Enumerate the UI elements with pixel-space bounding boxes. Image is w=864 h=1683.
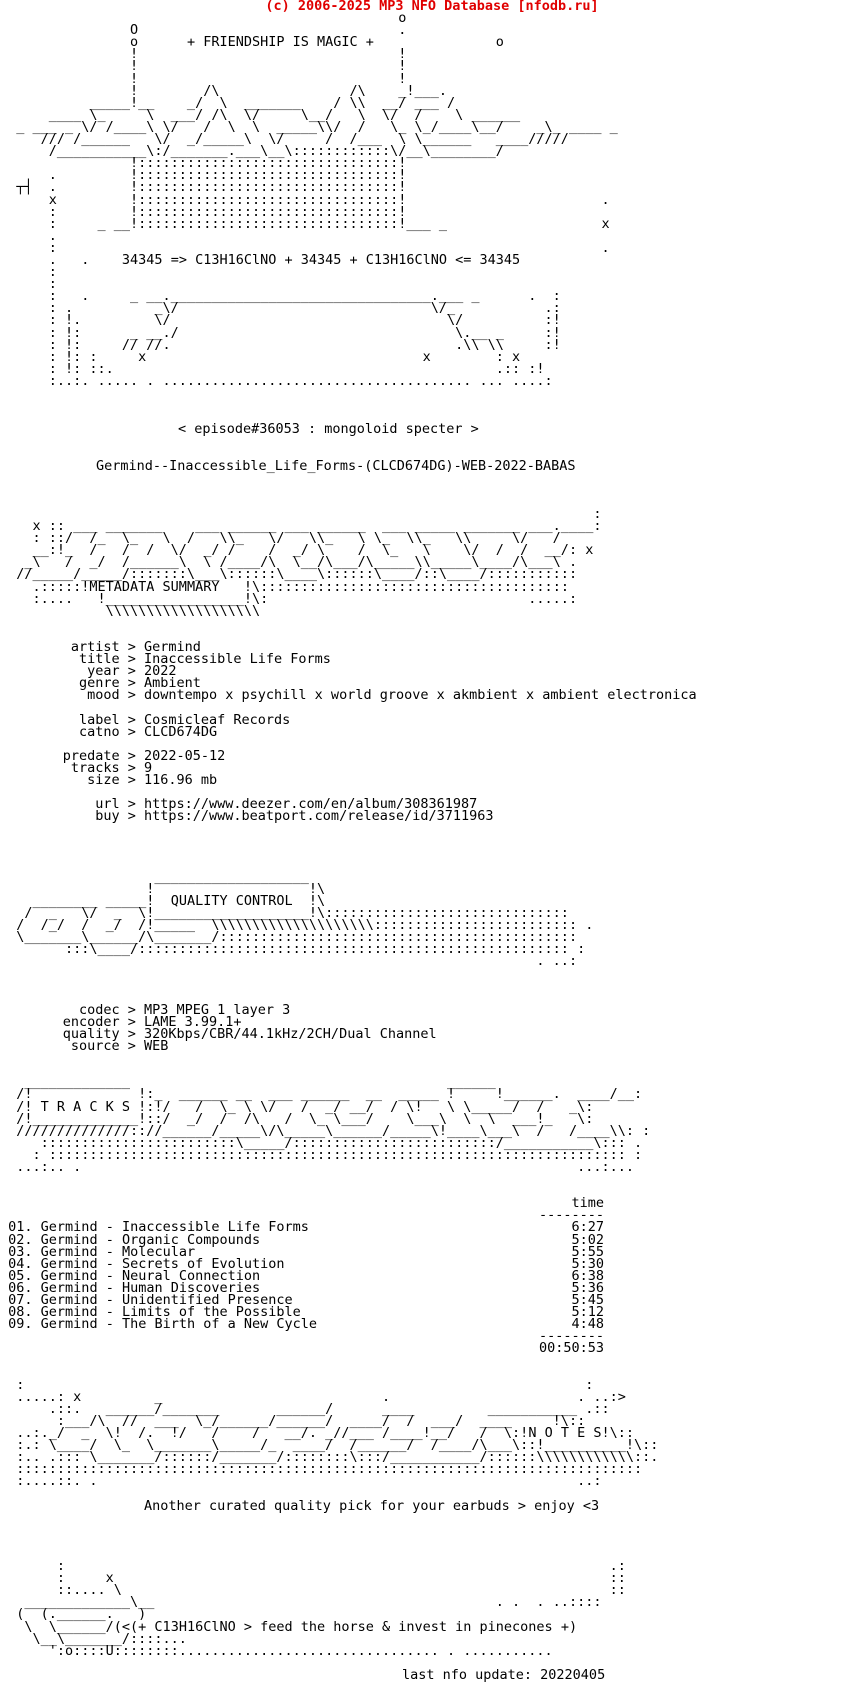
- release-name: Germind--Inaccessible_Life_Forms-(CLCD674DG)-WEB-2022-BABAS: [96, 457, 576, 474]
- ascii-art: :::::::::::::::::::::::::::::::::::::::::::::::::::::::::::::::::::::::::::::: [0, 1461, 643, 1478]
- ascii-art: : ::::::::::::::::::::::::::::::::::::::::::::::::::::::::::::::::::::::: :: [0, 1146, 643, 1163]
- meta-row-catno: [0, 723, 864, 740]
- ascii-art: : x ::: [0, 1570, 626, 1587]
- meta-key: label >: [78, 711, 144, 728]
- ascii-art: :....::. . ..:: [0, 1473, 602, 1490]
- ascii-art: ::::::::::::::::::::::::\_____/:::::::::::::::::::::::::/___________\::: .: [0, 1134, 643, 1151]
- ascii-art: : _ __!::::::::::::::::::::::::::::::::!___ _ x: [0, 215, 610, 232]
- ascii-art: o + FRIENDSHIP IS MAGIC + o: [0, 34, 504, 51]
- meta-key: mood >: [87, 687, 144, 704]
- meta-value-title: Inaccessible Life Forms: [144, 651, 331, 668]
- track-time: 4:48: [571, 1316, 604, 1333]
- ascii-art: //////////////:://______/_____\/\_____\______/_____\!____\___\ / /____\\: :: [0, 1122, 651, 1139]
- ascii-art: : !: _ __./ \.__ _ :!: [0, 324, 561, 341]
- track-title: Germind - Neural Connection: [40, 1267, 261, 1284]
- meta-value-artist: Germind: [144, 638, 201, 655]
- section-metadata-title: METADATA SUMMARY: [89, 578, 220, 595]
- meta-key: title >: [78, 651, 144, 668]
- track-row: [0, 1316, 864, 1333]
- meta-key: year >: [87, 663, 144, 680]
- track-time: 5:02: [571, 1231, 604, 1248]
- ascii-art: /!_____________!::/ _/ / /\ / \_ \___/ \___\ \ \ ___!_ \:: [0, 1110, 594, 1127]
- quality-key: source >: [70, 1038, 144, 1055]
- meta-row-buy: [0, 808, 864, 825]
- notes-text: Another curated quality pick for your earbuds > enjoy <3: [144, 1497, 600, 1514]
- meta-value-genre: Ambient: [144, 675, 201, 692]
- ascii-art: :___/\ // ___ \_/______/______/ ____/ / ___/ ____ !\::: [0, 1412, 586, 1429]
- total-time: 00:50:53: [538, 1340, 604, 1357]
- ascii-art: : ::/ /_ \_ \ / \\_ \/ \\_ \ \_ \\_ \\ \/ /: [0, 530, 561, 547]
- track-number: 08.: [8, 1304, 33, 1321]
- last-update: last nfo update: 20220405: [402, 1666, 606, 1683]
- quality-key: codec >: [78, 1001, 144, 1018]
- track-time: 5:36: [571, 1279, 604, 1296]
- buy-link[interactable]: https://www.beatport.com/release/id/3711963: [144, 808, 494, 825]
- section-quality-title: QUALITY CONTROL: [170, 892, 293, 909]
- meta-value-label: Cosmicleaf Records: [144, 711, 291, 728]
- track-title: Germind - Secrets of Evolution: [40, 1255, 285, 1272]
- episode-line: < episode#36053 : mongoloid specter >: [178, 421, 479, 438]
- section-tracks-title: T R A C K S: [40, 1098, 131, 1115]
- copyright-line: (c) 2006-2025 MP3 NFO Database [nfodb.ru]: [265, 0, 599, 14]
- ascii-art: : :: [0, 1376, 594, 1393]
- meta-key: predate >: [62, 747, 144, 764]
- ascii-art: ! !: [0, 58, 407, 75]
- track-number: 03.: [8, 1243, 33, 1260]
- ascii-art: /! !:_ ______ __ ___ ______ __ _____ ! !______. ____/__:: [0, 1086, 643, 1103]
- meta-key: catno >: [78, 723, 144, 740]
- meta-key: artist >: [70, 638, 144, 655]
- track-number: 09.: [8, 1316, 33, 1333]
- track-number: 02.: [8, 1231, 33, 1248]
- ascii-art: ! !\: [0, 880, 326, 897]
- meta-value-predate: 2022-05-12: [144, 747, 226, 764]
- meta-key: size >: [87, 772, 144, 788]
- meta-value-mood: downtempo x psychill x world groove x akmbient x ambient electronica: [144, 687, 697, 704]
- meta-value-catno: CLCD674DG: [144, 723, 218, 740]
- ascii-art: _\ / _/ /______\ \ /____/\ \__/\___/\_____\\_____\____/\___\ .: [0, 554, 578, 571]
- track-time: 5:45: [571, 1292, 604, 1309]
- section-notes-title: N O T E S: [528, 1425, 602, 1442]
- track-title: Germind - Inaccessible Life Forms: [40, 1219, 309, 1236]
- ascii-art: _____________\__ . . . ..::::: [0, 1594, 602, 1611]
- track-title: Germind - The Birth of a New Cycle: [40, 1316, 318, 1333]
- ascii-art: ..:._/ _ \! /. !/ / / __/. _//___ /____!__/ / \:!N O T E S!\::: [0, 1425, 634, 1442]
- ascii-art: . . 34345 => C13H16ClNO + 34345 + C13H16ClNO <= 34345: [0, 251, 521, 268]
- ascii-art: !::::::::::::::::::::::::::::::::!: [0, 155, 407, 172]
- ascii-art: :.: \____/ \_ \_______\_____/_ ____/ /______/ /____/\___\::!__________!\::: [0, 1437, 659, 1454]
- ascii-art: :.... !_________________!\: .....:: [0, 590, 578, 607]
- track-time: 5:30: [571, 1255, 604, 1272]
- ascii-art: ::.... \ ::: [0, 1582, 626, 1599]
- ascii-art: _ ___ _ \/ /____\ \/ / \ \ _____\\/ / \_ \_/____\__/ _\_ ____ _: [0, 118, 618, 135]
- ascii-art: .....: x _ . . ..:>: [0, 1388, 626, 1405]
- ascii-art: x !::::::::::::::::::::::::::::::::! .: [0, 191, 610, 208]
- ascii-art: \__\_______/::::...: [0, 1630, 187, 1647]
- ascii-art: :: [0, 505, 602, 522]
- ascii-art: ___________________: [0, 868, 309, 885]
- ascii-art: ________ _____! QUALITY CONTROL !\: [0, 892, 326, 909]
- ascii-art: ┬┤ . !::::::::::::::::::::::::::::::::!: [0, 179, 407, 196]
- ascii-art: ! !: [0, 46, 407, 63]
- ascii-art: .: [0, 227, 57, 244]
- ascii-art: : !: ::. .:: :!: [0, 360, 545, 377]
- ascii-art: .::. ______/_______ ______/ ____ ___________ .::: [0, 1400, 610, 1417]
- ascii-art: :.. .::: \_______/::::::/_______/::::::::\:::/___________/::::::\\\\\\\\\\\\::.: [0, 1449, 659, 1466]
- track-number: 06.: [8, 1279, 33, 1296]
- ascii-art: o: [0, 10, 407, 27]
- ascii-art: \\\\\\\\\\\\\\\\\\\: [0, 602, 261, 619]
- meta-key: genre >: [78, 675, 144, 692]
- ascii-art: ! /\ /\ _!___.: [0, 82, 448, 99]
- ascii-art: :..:. ..... . ...................................... ... ....:: [0, 372, 553, 389]
- meta-value-size: 116.96 mb: [144, 772, 218, 788]
- meta-row-size: [0, 774, 864, 786]
- ascii-art: _____________ ______: [0, 1074, 496, 1091]
- ascii-art: :: [0, 264, 57, 281]
- ascii-art: . !::::::::::::::::::::::::::::::::!: [0, 167, 407, 184]
- meta-value-tracks: 9: [144, 759, 153, 776]
- banner-formula: 34345 => C13H16ClNO + 34345 + C13H16ClNO <= 34345: [121, 251, 521, 268]
- ascii-art: / _ \/ _ \!___________________!\::::::::::::::::::::::::::::::: [0, 905, 569, 922]
- ascii-art: x :: ___ _______ ___ ______ ___ ______ ___ _____ _______ ___.____:: [0, 518, 602, 535]
- meta-key: url >: [95, 796, 144, 813]
- meta-key: buy >: [95, 808, 144, 825]
- ascii-art: \ \______/(<(+ C13H16ClNO > feed the horse & invest in pinecones +): [0, 1618, 578, 1635]
- ascii-art: / /_/ / _/ /!_____ \\\\\\\\\\\\\\\\\\\\::::::::::::::::::::::::: .: [0, 917, 594, 934]
- ascii-art: _____!__ _/ \ _______ / \\ __/ ___ /: [0, 94, 456, 111]
- ascii-art: /! T R A C K S !:!/ / \_ \ \/ / _/ __/ / \! \ \_____/ / _\:: [0, 1098, 594, 1115]
- track-title: Germind - Organic Compounds: [40, 1231, 261, 1248]
- tracklist-rule: --------: [538, 1328, 604, 1345]
- ascii-art: : .:: [0, 1558, 626, 1575]
- ascii-art: : .: [0, 239, 610, 256]
- meta-value-year: 2022: [144, 663, 177, 680]
- track-time: 5:55: [571, 1243, 604, 1260]
- tracklist-total: [0, 1340, 864, 1357]
- track-time: 6:27: [571, 1219, 604, 1236]
- track-number: 04.: [8, 1255, 33, 1272]
- ascii-art: ':o::::U::::::::................................ . ...........: [0, 1642, 553, 1659]
- url-link[interactable]: https://www.deezer.com/en/album/308361987: [144, 796, 478, 813]
- track-number: 01.: [8, 1219, 33, 1236]
- ascii-art: : !. \/ \/ :!: [0, 312, 561, 329]
- meta-key: tracks >: [70, 759, 144, 776]
- ascii-art: : !: // //. .\\ \\ :!: [0, 336, 561, 353]
- ascii-art: ( (.______. ): [0, 1606, 147, 1623]
- ascii-art: :: [0, 276, 57, 293]
- ascii-art: .:::::!METADATA SUMMARY !\::::::::::::::::::::::::::::::::::::::: [0, 578, 569, 595]
- time-header: time: [571, 1195, 604, 1212]
- track-number: 07.: [8, 1292, 33, 1309]
- track-title: Germind - Human Discoveries: [40, 1279, 261, 1296]
- ascii-art: /// /______ \/ _/_____\ \/ / /___ \ \______ ____/////: [0, 131, 569, 148]
- banner-tagline: + FRIENDSHIP IS MAGIC +: [186, 34, 374, 51]
- ascii-art: ...:.. . ...:...: [0, 1159, 634, 1175]
- ascii-art: ! !: [0, 70, 407, 87]
- track-time: 5:12: [571, 1304, 604, 1321]
- quality-value-source: WEB: [144, 1038, 169, 1055]
- ascii-art: : !: : x x : x: [0, 348, 521, 365]
- ascii-art: O .: [0, 22, 407, 39]
- ascii-art: ____ \_ \ ___/ /\ \/ \__/ \ \/ / \ ______: [0, 106, 521, 123]
- track-title: Germind - Unidentified Presence: [40, 1292, 293, 1309]
- quality-value-encoder: LAME 3.99.1+: [144, 1013, 242, 1030]
- tracklist-header: [0, 1195, 864, 1212]
- quality-key: quality >: [62, 1025, 144, 1042]
- quality-value-codec: MP3 MPEG 1 layer 3: [144, 1001, 291, 1018]
- footer-motto: <(+ C13H16ClNO > feed the horse & invest in pinecones +): [121, 1618, 578, 1635]
- ascii-art: __:!_ / / / \/ _/ / / _/ \ / \_ \ \/ / / __/: x: [0, 542, 594, 559]
- meta-row-mood: [0, 687, 864, 704]
- track-title: Germind - Limits of the Possible: [40, 1304, 301, 1321]
- ascii-art: //_____/_____/:::::::\___\::::::\____\::::::\____/::\____/:::::::::::: [0, 566, 578, 583]
- quality-key: encoder >: [62, 1013, 144, 1030]
- ascii-art: : !::::::::::::::::::::::::::::::::!: [0, 203, 407, 220]
- ascii-art: /___________\:/_______.___\__\::::::::::::\/__\________/: [0, 143, 504, 160]
- tracklist-rule: --------: [538, 1207, 604, 1224]
- ascii-art: : . _ __.________________________________.___ _ . :: [0, 288, 561, 305]
- ascii-art: :::\____/::::::::::::::::::::::::::::::::::::::::::::::::::::: :: [0, 941, 586, 958]
- track-number: 05.: [8, 1267, 33, 1284]
- ascii-art: \_______\______/\_______/::::::::::::::::::::::::::::::::::::::::::::: [0, 929, 578, 946]
- track-title: Germind - Molecular: [40, 1243, 196, 1260]
- ascii-art: . ..:: [0, 953, 578, 970]
- quality-value-quality: 320Kbps/CBR/44.1kHz/2CH/Dual Channel: [144, 1025, 437, 1042]
- track-time: 6:38: [571, 1267, 604, 1284]
- ascii-art: : . _\/ \/_ .:: [0, 300, 561, 317]
